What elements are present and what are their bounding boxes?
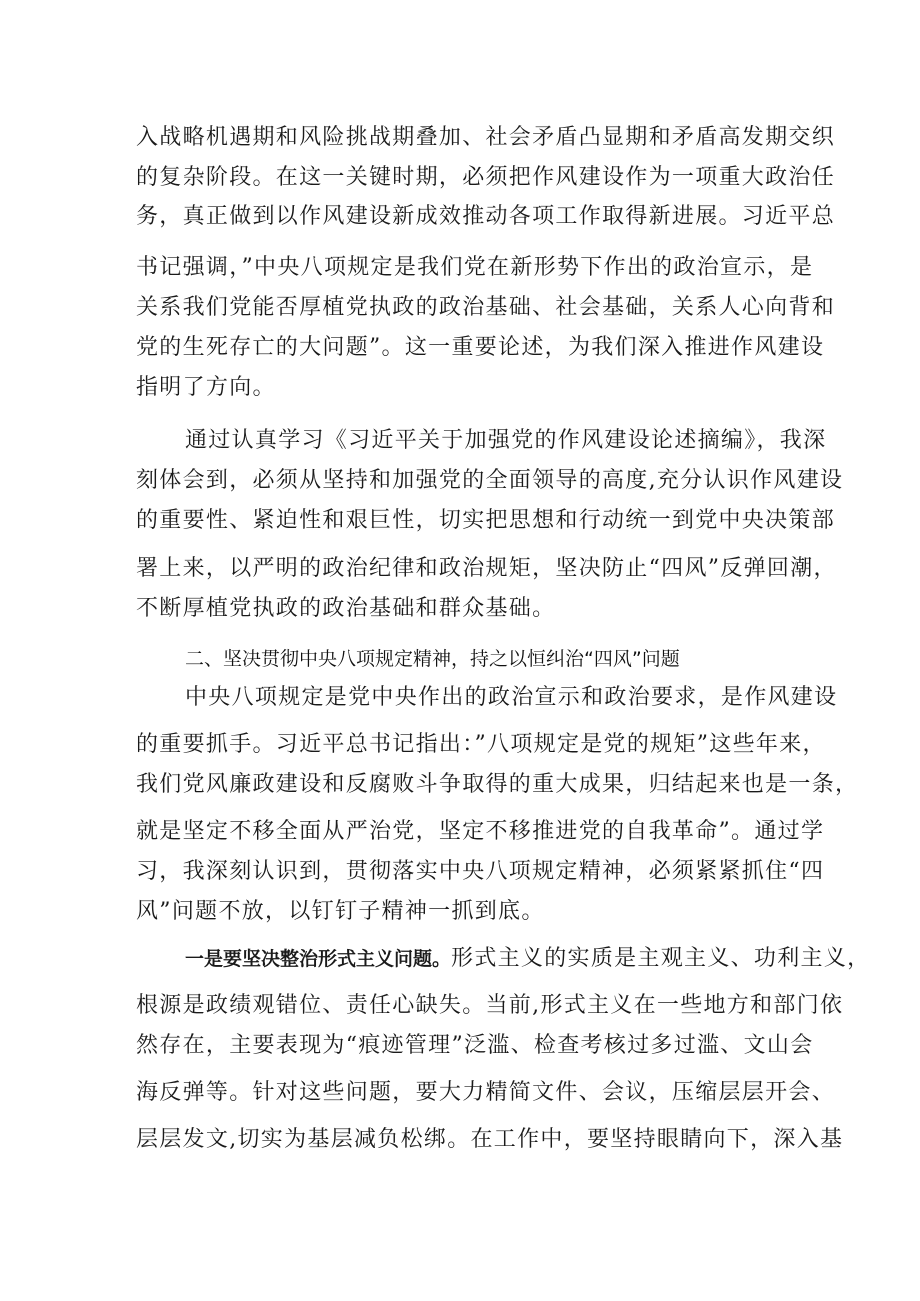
body-line: 风”问题不放，以钉钉子精神一抓到底。 — [136, 899, 545, 924]
body-line: 根源是政绩观错位、责任心缺失。当前,形式主义在一些地方和部门依 — [136, 993, 844, 1018]
body-line-with-lead — [185, 945, 871, 973]
body-line: 入战略机遇期和风险挑战期叠加、社会矛盾凸显期和矛盾高发期交织 — [136, 125, 836, 150]
paragraph-lead-rest: 形式主义的实质是主观主义、功利主义， — [451, 946, 871, 971]
body-line: 的复杂阶段。在这一关键时期，必须把作风建设作为一项重大政治任 — [136, 165, 836, 190]
body-line: 就是坚定不移全面从严治党，坚定不移推进党的自我革命”。通过学 — [136, 819, 825, 844]
body-line: 我们党风廉政建设和反腐败斗争取得的重大成果，归结起来也是一条， — [136, 772, 859, 797]
body-line: 党的生死存亡的大问题”。这一重要论述，为我们深入推进作风建设 — [136, 335, 825, 360]
body-line: 不断厚植党执政的政治基础和群众基础。 — [136, 596, 556, 621]
body-line: 刻体会到，必须从坚持和加强党的全面领导的高度,充分认识作风建设 — [136, 468, 844, 493]
body-line: 关系我们党能否厚植党执政的政治基础、社会基础，关系人心向背和 — [136, 295, 836, 320]
paragraph-lead: 一是要坚决整治形式主义问题。 — [185, 948, 452, 970]
body-line: 层层发文,切实为基层减负松绑。在工作中，要坚持眼睛向下，深入基 — [136, 1127, 844, 1152]
body-line: 通过认真学习《习近平关于加强党的作风建设论述摘编》，我深 — [185, 428, 827, 453]
body-line: 书记强调，”中央八项规定是我们党在新形势下作出的政治宣示，是 — [136, 255, 814, 280]
body-line: 的重要性、紧迫性和艰巨性，切实把思想和行动统一到党中央决策部 — [136, 508, 836, 533]
body-line: 习，我深刻认识到，贯彻落实中央八项规定精神，必须紧紧抓住“四 — [136, 859, 825, 884]
body-line: 中央八项规定是党中央作出的政治宣示和政治要求，是作风建设 — [185, 685, 838, 710]
section-heading: 二、坚决贯彻中央八项规定精神，持之以恒纠治“四风”问题 — [185, 648, 680, 670]
body-line: 务，真正做到以作风建设新成效推动各项工作取得新进展。习近平总 — [136, 204, 836, 229]
body-line: 海反弹等。针对这些问题，要大力精简文件、会议，压缩层层开会、 — [136, 1080, 836, 1105]
body-line: 署上来，以严明的政治纪律和政治规矩，坚决防止“四风”反弹回潮， — [136, 556, 837, 581]
body-line: 指明了方向。 — [136, 375, 276, 400]
body-line: 然存在，主要表现为“痕迹管理”泛滥、检查考核过多过滥、文山会 — [136, 1033, 814, 1058]
body-line: 的重要抓手。习近平总书记指出：”八项规定是党的规矩”这些年来， — [136, 732, 826, 757]
